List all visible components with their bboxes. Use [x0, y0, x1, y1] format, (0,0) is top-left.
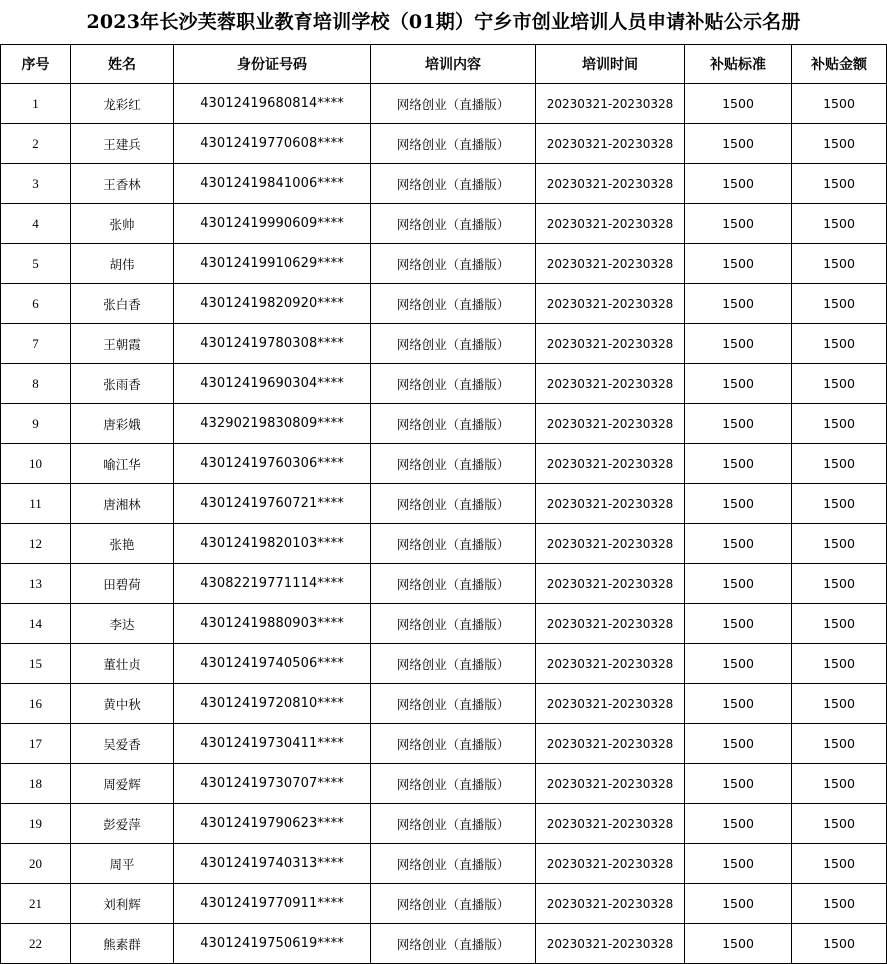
cell-id-number: 43012419990609**** [174, 204, 371, 244]
cell-index: 6 [1, 284, 71, 324]
cell-subsidy-standard: 1500 [685, 924, 792, 964]
cell-id-number: 43012419740506**** [174, 644, 371, 684]
cell-id-number: 43012419760306**** [174, 444, 371, 484]
cell-id-number: 43012419770608**** [174, 124, 371, 164]
table-row [1, 324, 887, 364]
cell-subsidy-amount: 1500 [792, 324, 887, 364]
cell-subsidy-amount: 1500 [792, 884, 887, 924]
cell-subsidy-amount: 1500 [792, 204, 887, 244]
cell-subsidy-standard: 1500 [685, 164, 792, 204]
cell-training-period: 20230321-20230328 [536, 764, 685, 804]
cell-index: 22 [1, 924, 71, 964]
cell-subsidy-standard: 1500 [685, 684, 792, 724]
cell-id-number: 43012419780308**** [174, 324, 371, 364]
cell-training-period: 20230321-20230328 [536, 724, 685, 764]
cell-training-content: 网络创业（直播版） [371, 884, 536, 924]
cell-subsidy-amount: 1500 [792, 564, 887, 604]
cell-subsidy-standard: 1500 [685, 764, 792, 804]
cell-name: 王朝霞 [71, 324, 174, 364]
cell-training-content: 网络创业（直播版） [371, 644, 536, 684]
cell-subsidy-standard: 1500 [685, 244, 792, 284]
header-training-period: 培训时间 [536, 45, 685, 84]
cell-subsidy-amount: 1500 [792, 364, 887, 404]
table-row [1, 644, 887, 684]
cell-id-number: 43012419720810**** [174, 684, 371, 724]
cell-training-content: 网络创业（直播版） [371, 524, 536, 564]
cell-training-period: 20230321-20230328 [536, 564, 685, 604]
cell-id-number: 43012419690304**** [174, 364, 371, 404]
table-row [1, 404, 887, 444]
table-row [1, 724, 887, 764]
table-row [1, 244, 887, 284]
cell-subsidy-standard: 1500 [685, 724, 792, 764]
cell-id-number: 43290219830809**** [174, 404, 371, 444]
cell-subsidy-amount: 1500 [792, 484, 887, 524]
cell-training-content: 网络创业（直播版） [371, 484, 536, 524]
cell-training-period: 20230321-20230328 [536, 444, 685, 484]
cell-index: 12 [1, 524, 71, 564]
header-subsidy-standard: 补贴标准 [685, 45, 792, 84]
cell-training-content: 网络创业（直播版） [371, 564, 536, 604]
header-training-content: 培训内容 [371, 45, 536, 84]
cell-training-content: 网络创业（直播版） [371, 764, 536, 804]
header-id-number: 身份证号码 [174, 45, 371, 84]
cell-subsidy-amount: 1500 [792, 924, 887, 964]
cell-training-period: 20230321-20230328 [536, 844, 685, 884]
cell-name: 唐彩娥 [71, 404, 174, 444]
cell-subsidy-standard: 1500 [685, 524, 792, 564]
header-subsidy-amount: 补贴金额 [792, 45, 887, 84]
cell-training-period: 20230321-20230328 [536, 164, 685, 204]
cell-name: 张帅 [71, 204, 174, 244]
cell-training-period: 20230321-20230328 [536, 84, 685, 124]
cell-name: 黄中秋 [71, 684, 174, 724]
cell-index: 14 [1, 604, 71, 644]
cell-subsidy-standard: 1500 [685, 804, 792, 844]
subsidy-table [0, 44, 887, 964]
cell-training-period: 20230321-20230328 [536, 204, 685, 244]
cell-id-number: 43012419680814**** [174, 84, 371, 124]
cell-id-number: 43012419820103**** [174, 524, 371, 564]
table-row [1, 284, 887, 324]
cell-id-number: 43082219771114**** [174, 564, 371, 604]
cell-training-content: 网络创业（直播版） [371, 124, 536, 164]
cell-name: 董壮贞 [71, 644, 174, 684]
cell-id-number: 43012419730411**** [174, 724, 371, 764]
table-row [1, 884, 887, 924]
header-row [1, 45, 887, 84]
cell-training-content: 网络创业（直播版） [371, 364, 536, 404]
cell-training-period: 20230321-20230328 [536, 364, 685, 404]
table-row [1, 604, 887, 644]
cell-subsidy-amount: 1500 [792, 84, 887, 124]
table-row [1, 564, 887, 604]
cell-training-period: 20230321-20230328 [536, 644, 685, 684]
cell-subsidy-amount: 1500 [792, 524, 887, 564]
cell-name: 王香林 [71, 164, 174, 204]
table-row [1, 524, 887, 564]
cell-index: 4 [1, 204, 71, 244]
cell-subsidy-standard: 1500 [685, 604, 792, 644]
table-body [1, 84, 887, 964]
cell-training-content: 网络创业（直播版） [371, 84, 536, 124]
cell-subsidy-amount: 1500 [792, 804, 887, 844]
cell-training-content: 网络创业（直播版） [371, 604, 536, 644]
cell-name: 田碧荷 [71, 564, 174, 604]
cell-index: 19 [1, 804, 71, 844]
cell-training-period: 20230321-20230328 [536, 124, 685, 164]
cell-training-period: 20230321-20230328 [536, 524, 685, 564]
cell-name: 张艳 [71, 524, 174, 564]
table-row [1, 844, 887, 884]
cell-name: 胡伟 [71, 244, 174, 284]
cell-index: 17 [1, 724, 71, 764]
cell-training-content: 网络创业（直播版） [371, 404, 536, 444]
cell-training-period: 20230321-20230328 [536, 324, 685, 364]
cell-training-content: 网络创业（直播版） [371, 164, 536, 204]
cell-index: 3 [1, 164, 71, 204]
cell-name: 龙彩红 [71, 84, 174, 124]
cell-name: 熊素群 [71, 924, 174, 964]
cell-id-number: 43012419841006**** [174, 164, 371, 204]
cell-name: 唐湘林 [71, 484, 174, 524]
cell-subsidy-standard: 1500 [685, 444, 792, 484]
cell-training-content: 网络创业（直播版） [371, 804, 536, 844]
cell-training-period: 20230321-20230328 [536, 804, 685, 844]
cell-name: 周爱辉 [71, 764, 174, 804]
cell-subsidy-amount: 1500 [792, 684, 887, 724]
cell-subsidy-amount: 1500 [792, 164, 887, 204]
table-row [1, 804, 887, 844]
cell-subsidy-standard: 1500 [685, 884, 792, 924]
cell-id-number: 43012419790623**** [174, 804, 371, 844]
cell-training-content: 网络创业（直播版） [371, 324, 536, 364]
cell-subsidy-amount: 1500 [792, 124, 887, 164]
cell-subsidy-amount: 1500 [792, 764, 887, 804]
header-index: 序号 [1, 45, 71, 84]
cell-name: 刘利辉 [71, 884, 174, 924]
cell-training-content: 网络创业（直播版） [371, 284, 536, 324]
cell-subsidy-amount: 1500 [792, 404, 887, 444]
cell-index: 13 [1, 564, 71, 604]
table-row [1, 84, 887, 124]
cell-index: 21 [1, 884, 71, 924]
document-title: 2023年长沙芙蓉职业教育培训学校（01期）宁乡市创业培训人员申请补贴公示名册 [86, 11, 801, 33]
table-row [1, 444, 887, 484]
cell-training-content: 网络创业（直播版） [371, 724, 536, 764]
cell-training-content: 网络创业（直播版） [371, 204, 536, 244]
cell-subsidy-standard: 1500 [685, 324, 792, 364]
cell-name: 李达 [71, 604, 174, 644]
cell-subsidy-standard: 1500 [685, 644, 792, 684]
table-row [1, 124, 887, 164]
cell-subsidy-standard: 1500 [685, 364, 792, 404]
cell-index: 7 [1, 324, 71, 364]
cell-training-content: 网络创业（直播版） [371, 684, 536, 724]
cell-subsidy-amount: 1500 [792, 644, 887, 684]
cell-id-number: 43012419740313**** [174, 844, 371, 884]
cell-id-number: 43012419820920**** [174, 284, 371, 324]
cell-id-number: 43012419760721**** [174, 484, 371, 524]
cell-subsidy-amount: 1500 [792, 284, 887, 324]
cell-index: 5 [1, 244, 71, 284]
cell-subsidy-amount: 1500 [792, 724, 887, 764]
cell-name: 吴爱香 [71, 724, 174, 764]
cell-name: 彭爱萍 [71, 804, 174, 844]
cell-name: 张雨香 [71, 364, 174, 404]
cell-name: 王建兵 [71, 124, 174, 164]
cell-index: 1 [1, 84, 71, 124]
cell-name: 喻江华 [71, 444, 174, 484]
cell-index: 20 [1, 844, 71, 884]
table-row [1, 684, 887, 724]
cell-index: 18 [1, 764, 71, 804]
cell-training-period: 20230321-20230328 [536, 684, 685, 724]
cell-subsidy-standard: 1500 [685, 564, 792, 604]
table-row [1, 924, 887, 964]
cell-training-period: 20230321-20230328 [536, 244, 685, 284]
cell-subsidy-standard: 1500 [685, 84, 792, 124]
cell-subsidy-standard: 1500 [685, 484, 792, 524]
cell-training-period: 20230321-20230328 [536, 884, 685, 924]
cell-subsidy-amount: 1500 [792, 444, 887, 484]
cell-subsidy-standard: 1500 [685, 404, 792, 444]
cell-id-number: 43012419910629**** [174, 244, 371, 284]
cell-id-number: 43012419730707**** [174, 764, 371, 804]
cell-training-content: 网络创业（直播版） [371, 924, 536, 964]
cell-index: 2 [1, 124, 71, 164]
cell-subsidy-standard: 1500 [685, 124, 792, 164]
cell-subsidy-amount: 1500 [792, 604, 887, 644]
cell-training-period: 20230321-20230328 [536, 284, 685, 324]
table-row [1, 364, 887, 404]
cell-training-period: 20230321-20230328 [536, 604, 685, 644]
cell-training-content: 网络创业（直播版） [371, 444, 536, 484]
cell-training-content: 网络创业（直播版） [371, 844, 536, 884]
cell-id-number: 43012419880903**** [174, 604, 371, 644]
cell-index: 9 [1, 404, 71, 444]
cell-training-period: 20230321-20230328 [536, 404, 685, 444]
cell-id-number: 43012419770911**** [174, 884, 371, 924]
table-row [1, 204, 887, 244]
cell-id-number: 43012419750619**** [174, 924, 371, 964]
cell-subsidy-amount: 1500 [792, 844, 887, 884]
cell-subsidy-standard: 1500 [685, 844, 792, 884]
cell-index: 16 [1, 684, 71, 724]
cell-subsidy-standard: 1500 [685, 284, 792, 324]
header-name: 姓名 [71, 45, 174, 84]
cell-index: 8 [1, 364, 71, 404]
cell-name: 张白香 [71, 284, 174, 324]
table-row [1, 764, 887, 804]
cell-index: 15 [1, 644, 71, 684]
cell-name: 周平 [71, 844, 174, 884]
cell-subsidy-standard: 1500 [685, 204, 792, 244]
table-header [1, 45, 887, 84]
cell-subsidy-amount: 1500 [792, 244, 887, 284]
cell-training-period: 20230321-20230328 [536, 484, 685, 524]
cell-index: 11 [1, 484, 71, 524]
table-row [1, 484, 887, 524]
cell-training-period: 20230321-20230328 [536, 924, 685, 964]
cell-index: 10 [1, 444, 71, 484]
table-row [1, 164, 887, 204]
cell-training-content: 网络创业（直播版） [371, 244, 536, 284]
